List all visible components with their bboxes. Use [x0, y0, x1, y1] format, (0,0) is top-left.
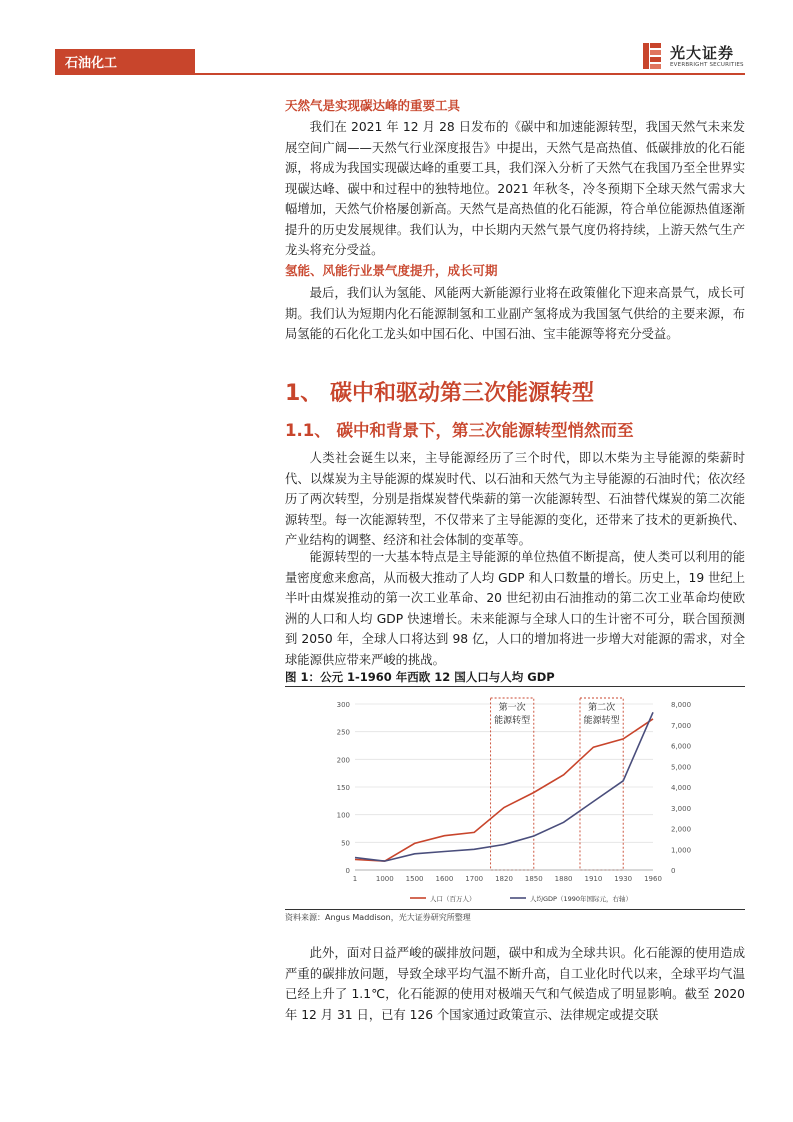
section-heading: 天然气是实现碳达峰的重要工具 — [285, 98, 461, 113]
legend-label: 人口（百万人） — [430, 895, 476, 903]
y-right-tick-label: 6,000 — [671, 742, 692, 751]
annotation-label: 能源转型 — [583, 716, 620, 726]
y-right-tick-label: 5,000 — [671, 763, 692, 772]
report-category-tag — [55, 49, 195, 73]
population-gdp-chart — [285, 690, 745, 908]
annotation-label: 第一次 — [498, 703, 526, 713]
body-paragraph: 能源转型的一大基本特点是主导能源的单位热值不断提高，使人类可以利用的能量密度愈来愈高，从而极大推动了人均 GDP 和人口数量的增长。历史上，19 世纪上半叶由煤炭推动的第一次工业革命、20 世纪初由石油推动的第二次工业革命均使欧洲的人口和人均 GDP 快速增长。未来能源与全球人口的生计密不可分，联合国预测到 2050 年，全球人口将达到 98 亿，人口的增加将进一步增大对能源的需求，对全球能源供应带来严峻的挑战。 — [285, 550, 745, 667]
figure-title: 图 1：公元 1-1960 年西欧 12 国人口与人均 GDP — [285, 670, 555, 684]
y-right-tick-label: 7,000 — [671, 721, 692, 730]
y-right-tick-label: 3,000 — [671, 804, 692, 813]
section-heading: 氢能、风能行业景气度提升，成长可期 — [285, 263, 498, 278]
y-right-tick-label: 2,000 — [671, 825, 692, 834]
brand-name-en: EVERBRIGHT SECURITIES — [670, 62, 744, 68]
subsection-heading: 1.1、 碳中和背景下，第三次能源转型悄然而至 — [285, 421, 634, 440]
chart-legend — [410, 894, 632, 903]
body-paragraph: 此外，面对日益严峻的碳排放问题，碳中和成为全球共识。化石能源的使用造成严重的碳排放问题，导致全球平均气温不断升高，自工业化时代以来，全球平均气温已经上升了 1.1℃，化石能源的使用对极端天气和气候造成了明显影响。截至 2020 年 12 月 31 日，已有 126 个国家通过政策宣示、法律规定或提交联 — [285, 946, 745, 1022]
y-right-tick-label: 4,000 — [671, 784, 692, 792]
x-tick-label: 1880 — [554, 875, 573, 883]
x-tick-label: 1820 — [495, 875, 513, 883]
brand-name-cn: 光大证券 — [670, 44, 735, 62]
y-right-tick-label: 8,000 — [671, 701, 692, 709]
brand-mark-icon — [640, 41, 664, 71]
section-paragraph: 最后，我们认为氢能、风能两大新能源行业将在政策催化下迎来高景气，成长可期。我们认为短期内化石能源制氢和工业副产氢将成为我国氢气供给的主要来源，布局氢能的石化化工龙头如中国石化、中国石油、宝丰能源等将充分受益。 — [285, 286, 745, 341]
x-tick-label: 1000 — [375, 875, 394, 883]
y-left-tick-label: 250 — [336, 728, 350, 737]
x-tick-label: 1930 — [614, 875, 633, 883]
y-right-tick-label: 1,000 — [671, 846, 692, 855]
chart-annotation-regions — [491, 698, 624, 870]
y-left-tick-label: 200 — [336, 756, 350, 765]
y-left-tick-label: 100 — [336, 811, 350, 820]
figure-bottom-rule — [285, 909, 745, 910]
brand-logo — [640, 40, 750, 76]
chapter-heading: 1、 碳中和驱动第三次能源转型 — [285, 381, 594, 406]
x-tick-label: 1600 — [435, 875, 454, 883]
y-left-tick-label: 150 — [336, 784, 350, 792]
x-tick-label: 1960 — [644, 875, 662, 883]
y-left-tick-label: 0 — [345, 867, 350, 875]
x-tick-label: 1910 — [584, 875, 603, 883]
figure-top-rule — [285, 686, 745, 687]
y-right-tick-label: 0 — [671, 867, 676, 875]
annotation-label: 能源转型 — [494, 716, 531, 726]
annotation-label: 第二次 — [588, 703, 616, 713]
body-paragraph: 人类社会诞生以来，主导能源经历了三个时代，即以木柴为主导能源的柴薪时代、以煤炭为主导能源的煤炭时代、以石油和天然气为主导能源的石油时代；依次经历了两次转型，分别是指煤炭替代柴薪的第一次能源转型、石油替代煤炭的第二次能源转型。每一次能源转型，不仅带来了主导能源的变化，还带来了技术的更新换代、产业结构的调整、经济和社会体制的变革等。 — [285, 451, 745, 547]
x-tick-label: 1 — [352, 875, 358, 883]
legend-label: 人均GDP（1990年国际元，右轴） — [530, 895, 633, 903]
x-tick-label: 1700 — [465, 875, 484, 883]
x-tick-label: 1850 — [524, 875, 543, 883]
x-tick-label: 1500 — [405, 875, 424, 883]
y-left-tick-label: 50 — [341, 839, 350, 848]
population-series-line — [355, 719, 653, 861]
figure-source: 资料来源：Angus Maddison，光大证券研究所整理 — [285, 913, 471, 922]
report-category-label: 石油化工 — [65, 56, 118, 71]
y-left-tick-label: 300 — [336, 701, 350, 709]
section-paragraph: 我们在 2021 年 12 月 28 日发布的《碳中和加速能源转型，我国天然气未来发展空间广阔——天然气行业深度报告》中提出，天然气是高热值、低碳排放的化石能源，将成为我国实现碳达峰的重要工具，我们深入分析了天然气在我国乃至全世界实现碳达峰、碳中和过程中的独特地位。2021 年秋冬，冷冬预期下全球天然气需求大幅增加，天然气价格屡创新高。天然气是高热值的化石能源，符合单位能源热值逐渐提升的历史发展规律。我们认为，中长期内天然气景气度仍将持续，上游天然气生产龙头将充分受益。 — [285, 120, 745, 257]
